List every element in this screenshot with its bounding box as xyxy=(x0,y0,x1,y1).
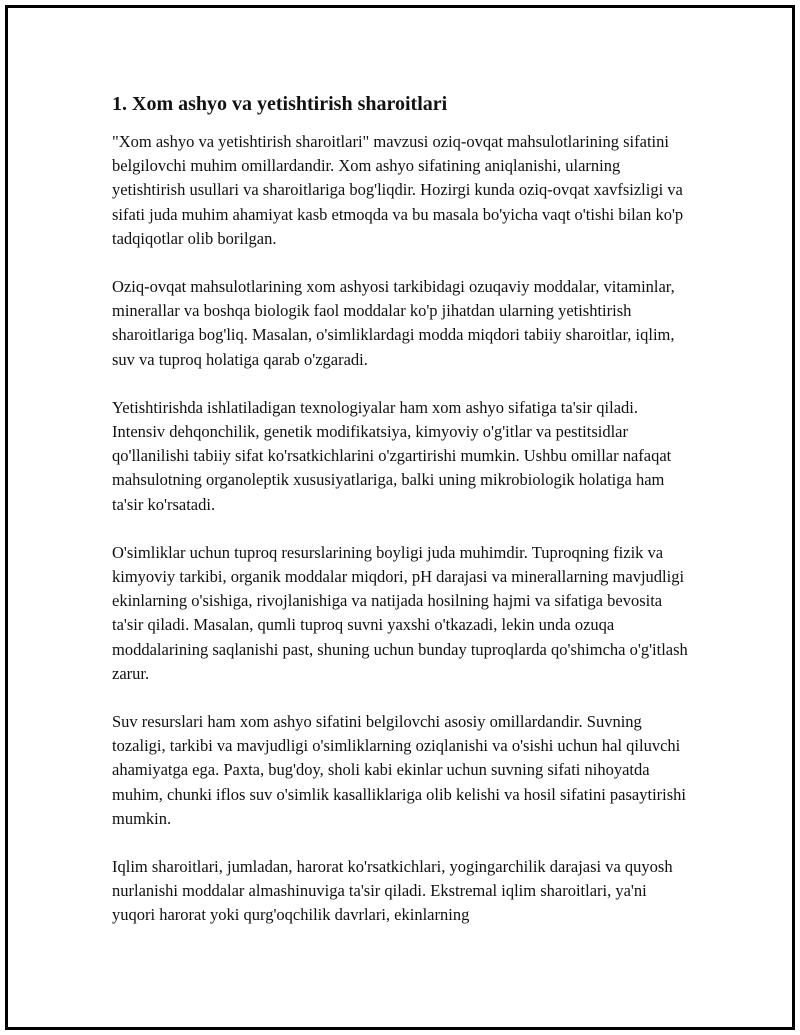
paragraph-1: "Xom ashyo va yetishtirish sharoitlari" mavzusi oziq-ovqat mahsulotlarining sifatini belgilovchi muhim omillardandir. Xom ashyo sifatining aniqlanishi, ularning yetishtirish usullari va sharoitlariga bog'liqdir. Hozirgi kunda oziq-ovqat xavfsizligi va sifati juda muhim ahamiyat kasb etmoqda va bu masala bo'yicha vaqt o'tishi bilan ko'p tadqiqotlar olib borilgan. xyxy=(112,132,684,248)
paragraph-4: O'simliklar uchun tuproq resurslarining boyligi juda muhimdir. Tuproqning fizik va kimyoviy tarkibi, organik moddalar miqdori, pH darajasi va minerallarning mavjudligi ekinlarning o'sishiga, rivojlanishiga va natijada hosilning hajmi va sifatiga bevosita ta'sir qiladi. Masalan, qumli tuproq suvni yaxshi o'tkazadi, lekin unda ozuqa moddalarining saqlanishi past, shuning uchun bunday tuproqlarda qo'shimcha o'g'itlash zarur. xyxy=(112,542,688,683)
paragraph-3: Yetishtirishda ishlatiladigan texnologiyalar ham xom ashyo sifatiga ta'sir qiladi. Intensiv dehqonchilik, genetik modifikatsiya, kimyoviy o'g'itlar va pestitsidlar qo'llanilishi tabiiy sifat ko'rsatkichlarini o'zgartirishi mumkin. Ushbu omillar nafaqat mahsulotning organoleptik xususiyatlariga, balki uning mikrobiologik holatiga ham ta'sir ko'rsatadi. xyxy=(112,397,672,514)
section-heading: 1. Xom ashyo va yetishtirish sharoitlari xyxy=(112,93,448,115)
paragraph-6: Iqlim sharoitlari, jumladan, harorat ko'rsatkichlari, yogingarchilik darajasi va quyosh nurlanishi moddalar almashinuviga ta'sir qiladi. Ekstremal iqlim sharoitlari, ya'ni yuqori harorat yoki qurg'oqchilik davrlari, ekinlarning xyxy=(112,857,673,925)
paragraph-5: Suv resurslari ham xom ashyo sifatini belgilovchi asosiy omillardandir. Suvning tozaligi, tarkibi va mavjudligi o'simliklarning oziqlanishi va o'sishi uchun hal qiluvchi ahamiyatga ega. Paxta, bug'doy, sholi kabi ekinlar uchun suvning sifati nihoyatda muhim, chunki iflos suv o'simlik kasalliklariga olib kelishi va hosil sifatini pasaytirishi mumkin. xyxy=(112,712,687,828)
document-body xyxy=(112,90,692,952)
paragraph-2: Oziq-ovqat mahsulotlarining xom ashyosi tarkibidagi ozuqaviy moddalar, vitaminlar, minerallar va boshqa biologik faol moddalar ko'p jihatdan ularning yetishtirish sharoitlariga bog'liq. Masalan, o'simliklardagi modda miqdori tabiiy sharoitlar, iqlim, suv va tuproq holatiga qarab o'zgaradi. xyxy=(112,277,675,369)
